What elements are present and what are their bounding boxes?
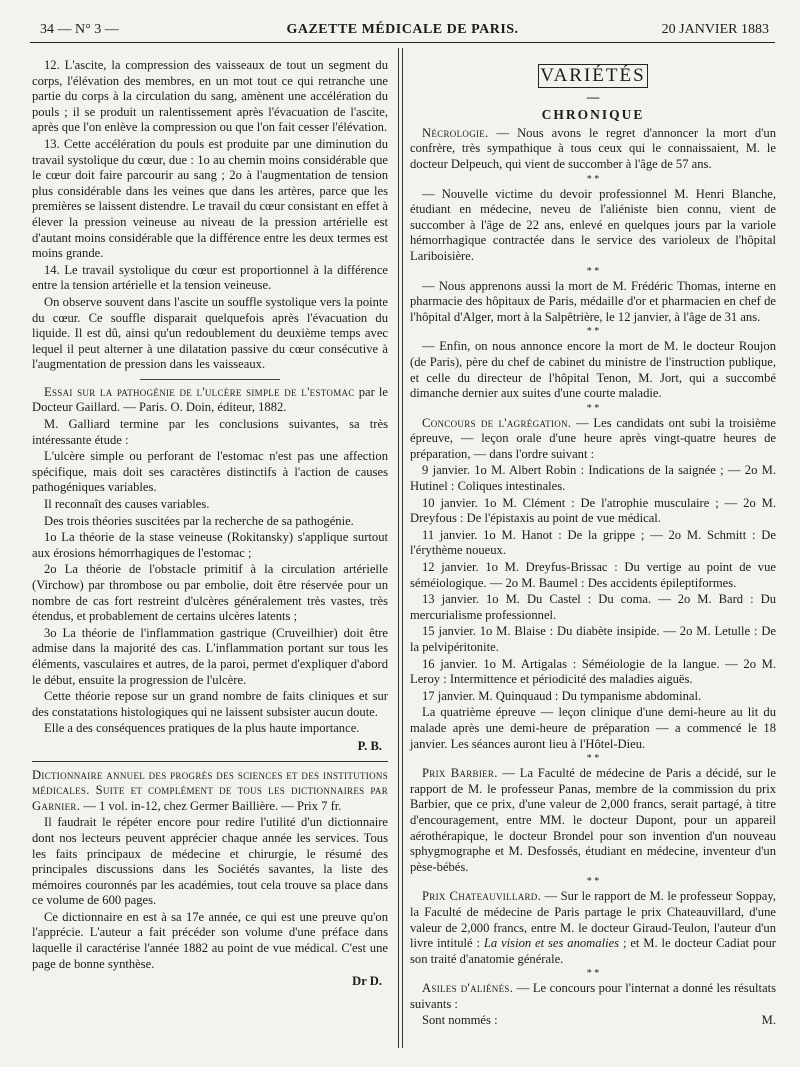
- list-item: 13 janvier. 1o M. Du Castel : Du coma. — 2o M. Bard : Du mercurialisme professionnel.: [410, 592, 776, 622]
- paragraph-thomas: — Nous apprenons aussi la mort de M. Frédéric Thomas, interne en pharmacie des hôpitaux de Paris, médaille d'or et pharmacien en chef de l'hôpital d'Alger, mort à la Salpêtrière, le 12 janvier, à l'âge de 31 ans.: [410, 278, 776, 324]
- paragraph-dictionnaire: Il faudrait le répéter encore pour redire l'utilité d'un dictionnaire dont nos lecteurs peuvent apprécier chaque année les services. Tous les faits principaux de médecine et chirurgie, le résumé des principales discussions dans les Sociétés savantes, la liste des mémoires couronnés par les académies, tout cela trouve sa place dans ce volume de 600 pages.: [32, 815, 388, 908]
- left-column: [32, 58, 388, 990]
- dictionary-title: Dictionnaire annuel des progrès des sciences et des institutions médicales. Suite et complément de tous les dictionnaires par Garnier.: [32, 767, 388, 813]
- corner-mark: M.: [761, 1013, 776, 1028]
- stars-separator: * *: [586, 402, 600, 414]
- book-publisher: par le Docteur Gaillard. — Paris. O. Doin, éditeur, 1882.: [32, 384, 388, 415]
- running-header: [30, 20, 775, 43]
- signature-pb: P. B.: [357, 738, 382, 753]
- list-item: 16 janvier. 1o M. Artigalas : Séméiologie de la langue. — 2o M. Leroy : Intermittence et périodicité des maladies aiguës.: [410, 656, 776, 687]
- title-dash: —: [586, 89, 600, 104]
- book-review-heading: [32, 385, 388, 416]
- prix-barbier-label: Prix Barbier.: [422, 766, 498, 781]
- paragraph-13: 13. Cette accélération du pouls est produite par une diminution du travail systolique du cœur, due : 1o au chemin moins considérable que le cœur doit faire parcourir au sang ; 2o à l'augmentation de tension plus considérable dans les veines que dans les artères, parce que les premières se laissent distendre. Le travail du cœur consistant en effet à élever la pression veineuse au niveau de la pression artérielle est d'autant moins considérable que la différence entre les deux termes est moins grande.: [32, 136, 388, 261]
- list-item: 9 janvier. 1o M. Albert Robin : Indications de la saignée ; — 2o M. Hutinel : Coliques intestinales.: [410, 463, 776, 494]
- necrologie-paragraph: Nécrologie. — Nous avons le regret d'annoncer la mort d'un confrère, très sympathique à tous ceux qui le connaissaient, M. le docteur Delpeuch, qui vient de succomber à l'âge de 57 ans.: [410, 125, 776, 171]
- stars-separator: * *: [586, 326, 600, 338]
- section-divider: [140, 379, 280, 380]
- prix-chateauvillard-label: Prix Chateauvillard.: [422, 889, 542, 904]
- list-item: 11 janvier. 1o M. Hanot : De la grippe ; — 2o M. Schmitt : De l'érythème noueux.: [410, 527, 776, 558]
- dictionary-heading: [32, 768, 388, 815]
- page-number: 34 — N° 3 —: [40, 22, 119, 37]
- paragraph-14: 14. Le travail systolique du cœur est proportionnel à la différence entre la tension artérielle et la tension veineuse.: [32, 262, 388, 293]
- asiles-label: Asiles d'aliénés.: [422, 981, 514, 996]
- paragraph-ulcere: L'ulcère simple ou perforant de l'estomac n'est pas une affection spécifique, mais doit ses caractères distinctifs à l'action de causes pathogéniques variables.: [32, 449, 388, 495]
- concours-label: Concours de l'agrégation.: [422, 415, 572, 430]
- paragraph-causes: Il reconnaît des causes variables.: [44, 497, 210, 512]
- paragraph-souffle: On observe souvent dans l'ascite un souffle systolique vers la pointe du cœur. Ce souffle disparait quelquefois après l'évacuation du liquide. Il est dû, ainsi qu'un redoublement du deuxième temps avec lequel il peut alterner à une dilatation passive du cœur consécutive à l'augmentation de pression dans les vaisseaux.: [32, 294, 388, 372]
- paragraph-conclusions: M. Galliard termine par les conclusions suivantes, sa très intéressante étude :: [32, 417, 388, 447]
- issue-date: 20 JANVIER 1883: [661, 22, 769, 37]
- section-title-chronique: CHRONIQUE: [541, 107, 645, 123]
- section-divider-full: [32, 761, 388, 762]
- paragraph-roujon: — Enfin, on nous annonce encore la mort de M. le docteur Roujon (de Paris), père du chef de cabinet du ministre de l'instruction publique, et celle du directeur de l'hôpital Tenon, M. Jort, qui a succombé dimanche dernier aux suites d'une courte maladie.: [410, 339, 776, 401]
- paragraph-theory-2: 2o La théorie de l'obstacle primitif à la circulation artérielle (Virchow) par thrombose ou par embolie, doit être réservée pour un nombre de cas fort restreint d'ulcères généralement très vastes, très étendus, et probablement de certains ulcères latents ;: [32, 562, 388, 624]
- stars-separator: * *: [586, 876, 600, 888]
- paragraph-consequences: Elle a des conséquences pratiques de la plus haute importance.: [44, 721, 360, 736]
- paragraph-theory-1: 1o La théorie de la stase veineuse (Rokitansky) s'applique surtout aux érosions hémorrhagiques de l'estomac ;: [32, 530, 388, 560]
- right-column: [410, 58, 776, 1030]
- asiles-paragraph: Asiles d'aliénés. — Le concours pour l'internat a donné les résultats suivants :: [410, 981, 776, 1011]
- paragraph-theories: Des trois théories suscitées par la recherche de sa pathogénie.: [44, 513, 354, 528]
- list-item: 17 janvier. M. Quinquaud : Du tympanisme abdominal.: [422, 688, 702, 703]
- list-item: 10 janvier. 1o M. Clément : De l'atrophie musculaire ; — 2o M. Dreyfous : De l'épistaxis au point de vue médical.: [410, 495, 776, 526]
- prix-barbier-paragraph: Prix Barbier. — La Faculté de médecine de Paris a décidé, sur le rapport de M. le professeur Panas, membre de la commission du prix Barbier, que ce prix, d'une valeur de 2,000 francs, serait partagé, à titre d'encouragement, entre MM. le docteur Dupont, pour un appareil aérothérapique, le docteur Brondel pour son invention d'un nouveau sphygmographe et M. Desfossés, étudiant en médecine, inventeur d'un pèse-bébés.: [410, 766, 776, 874]
- concours-paragraph: Concours de l'agrégation. — Les candidats ont subi la troisième épreuve, — leçon orale d'une heure après vingt-quatre heures de préparation, — dans l'ordre suivant :: [410, 415, 776, 461]
- section-title-varietes: VARIÉTÉS: [538, 64, 648, 88]
- book-title: Essai sur la pathogénie de l'ulcère simple de l'estomac: [44, 384, 355, 399]
- stars-separator: * *: [586, 753, 600, 765]
- list-item: 12 janvier. 1o M. Dreyfus-Brissac : Du vertige au point de vue séméiologique. — 2o M. Baumel : Des accidents épileptiformes.: [410, 560, 776, 590]
- concours-list: [410, 463, 776, 752]
- column-divider-double: [402, 48, 403, 1048]
- stars-separator: * *: [586, 173, 600, 185]
- paragraph-annee: Ce dictionnaire en est à sa 17e année, ce qui est une preuve qu'on l'apprécie. L'auteur a fait précéder son volume d'une préface dans laquelle il caractérise l'année 1882 au point de vue médical. C'est une page de bonne synthèse.: [32, 909, 388, 971]
- dictionary-publisher: — 1 vol. in-12, chez Germer Baillière. — Prix 7 fr.: [80, 798, 342, 813]
- column-divider: [398, 48, 399, 1048]
- signature-dr-d: Dr D.: [352, 974, 382, 989]
- stars-separator: * *: [586, 968, 600, 980]
- journal-title: GAZETTE MÉDICALE DE PARIS.: [286, 22, 519, 37]
- necrologie-label: Nécrologie.: [422, 125, 489, 140]
- paragraph-blanche: — Nouvelle victime du devoir professionnel M. Henri Blanche, étudiant en médecine, neveu de l'aliéniste bien connu, vient de succomber à l'âge de 22 ans, enlevé en quelques jours par la variole hémorrhagique contractée dans le service des varioleux de l'hôpital Lariboisière.: [410, 186, 776, 263]
- stars-separator: * *: [586, 265, 600, 277]
- list-item: La quatrième épreuve — leçon clinique d'une demi-heure au lit du malade après une demi-heure de préparation — a commencé le 18 janvier. Les séances auront lieu à l'Hôtel-Dieu.: [410, 705, 776, 751]
- paragraph-theory-3: 3o La théorie de l'inflammation gastrique (Cruveilhier) doit être admise dans la majorité des cas. L'inflammation portant sur tous les éléments, vasculaires et autres, de la paroi, permet d'expliquer d'abord le début, ensuite la progression de l'ulcère.: [32, 625, 388, 687]
- paragraph-faits: Cette théorie repose sur un grand nombre de faits cliniques et sur des constatations histologiques qui ne laissent subsister aucun doute.: [32, 689, 388, 719]
- sont-nommes: Sont nommés : M.: [422, 1013, 776, 1028]
- paragraph-12: 12. L'ascite, la compression des vaisseaux de tout un segment du corps, l'élévation des membres, en un mot tout ce qui retranche une partie du corps à la circulation du sang, amènent une accélération du pouls ; il se produit un ralentissement après l'évacuation de l'ascite, après que l'on enlève la compression ou que l'on fait cesser l'élévation.: [32, 58, 388, 135]
- list-item: 15 janvier. 1o M. Blaise : Du diabète insipide. — 2o M. Letulle : De la pelvipéritonite.: [410, 624, 776, 654]
- book-title-italic: La vision et ses anomalies: [483, 936, 620, 951]
- prix-chateauvillard-paragraph: Prix Chateauvillard. — Sur le rapport de M. le professeur Soppay, la Faculté de médecine de Paris partage le prix Chateauvillard, d'une valeur de 2,000 francs, entre M. le docteur Giraud-Teulon, l'auteur d'un livre intitulé : La vision et ses anomalies ; et M. le docteur Cadiat pour son traité d'anatomie générale.: [410, 889, 776, 966]
